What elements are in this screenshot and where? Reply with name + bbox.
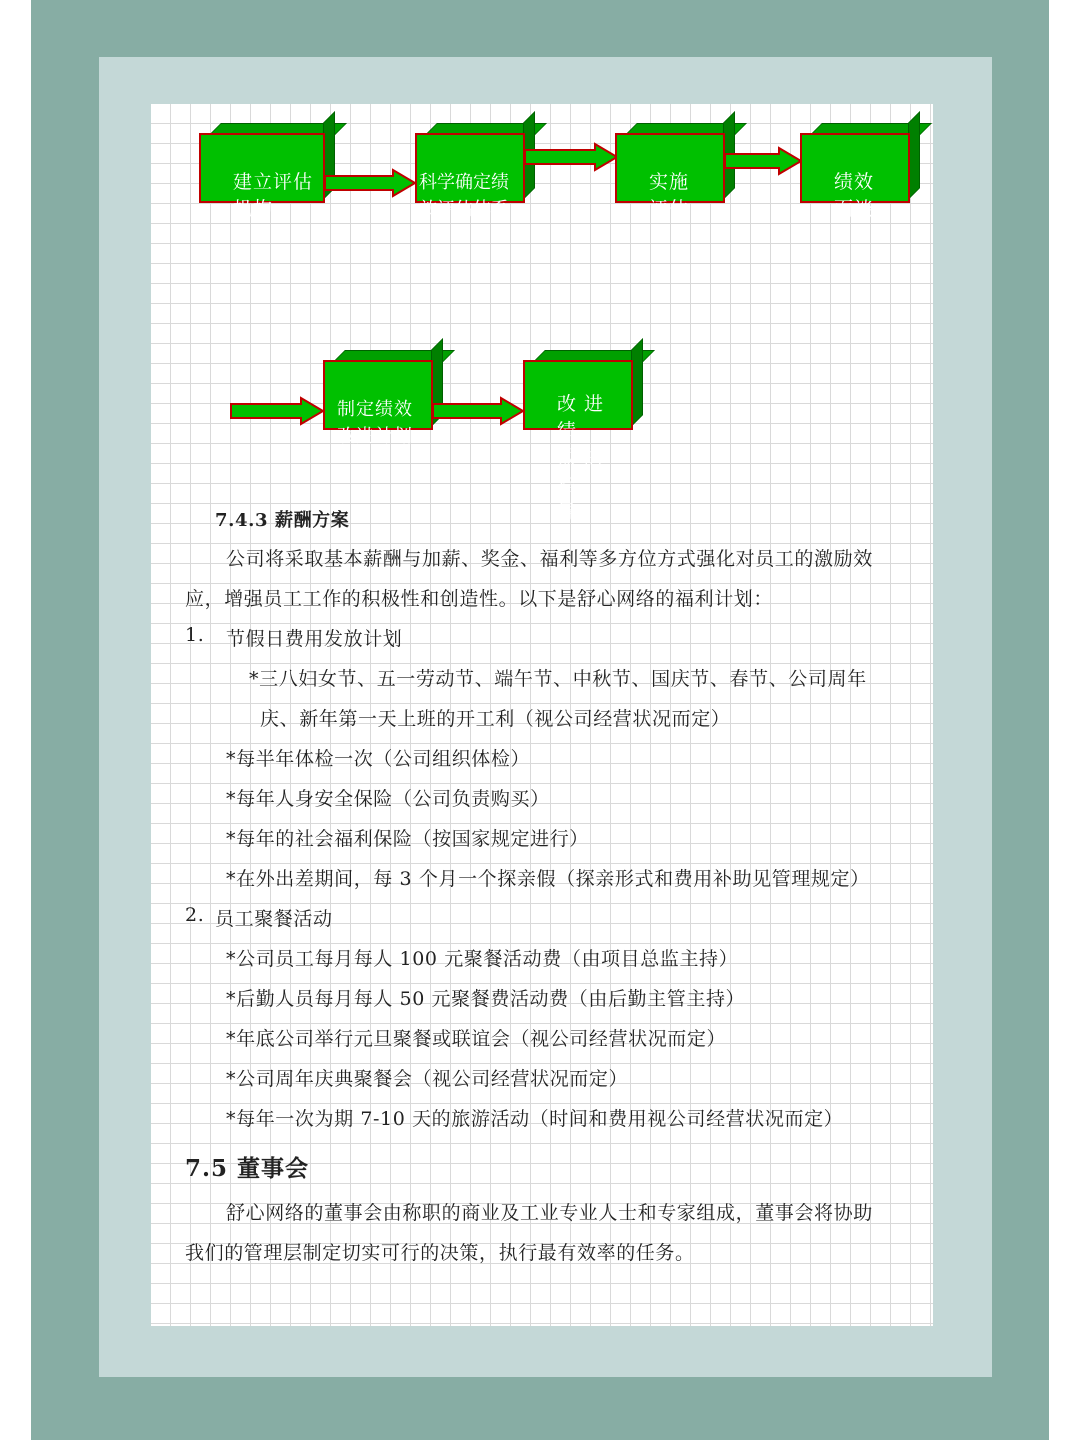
section-heading-743: 7.4.3 薪酬方案 (215, 510, 350, 531)
list-item: *每年人身安全保险（公司负责购买） (226, 788, 550, 810)
paragraph-line: 我们的管理层制定切实可行的决策，执行最有效率的任务。 (185, 1242, 695, 1264)
list-item: *公司员工每月每人 100 元聚餐活动费（由项目总监主持） (226, 948, 739, 970)
flow-box-label: 建立评估 机构 (233, 171, 314, 220)
list-item: *在外出差期间，每 3 个月一个探亲假（探亲形式和费用补助见管理规定） (226, 868, 870, 890)
flow-box-label: 绩效 面谈 (834, 171, 875, 220)
list-item: *公司周年庆典聚餐会（视公司经营状况而定） (226, 1068, 629, 1090)
flow-box-label: 改 进 绩 效 的 指 导 (557, 393, 605, 523)
list-title: 节假日费用发放计划 (226, 628, 403, 650)
flow-box-interview (800, 133, 910, 220)
arrow-right-icon (723, 146, 803, 176)
list-number: 1. (185, 624, 205, 646)
paragraph-line: 公司将采取基本薪酬与加薪、奖金、福利等多方位方式强化对员工的激励效 (226, 548, 873, 570)
list-item: *每年的社会福利保险（按国家规定进行） (226, 828, 589, 850)
paragraph-line: 舒心网络的董事会由称职的商业及工业专业人士和专家组成，董事会将协助 (226, 1202, 873, 1224)
flow-box-improvement-guidance (523, 360, 633, 523)
flow-box-improvement-plan (323, 360, 433, 447)
list-item: *后勤人员每月每人 50 元聚餐费活动费（由后勤主管主持） (226, 988, 746, 1010)
flow-box-label: 制定绩效 改进计划 (337, 399, 413, 447)
list-number: 2. (185, 904, 205, 926)
flow-box-implement (615, 133, 725, 220)
arrow-right-icon (229, 396, 325, 426)
list-item: *每年一次为期 7-10 天的旅游活动（时间和费用视公司经营状况而定） (226, 1108, 844, 1130)
document-page (151, 104, 933, 1326)
list-item: *每半年体检一次（公司组织体检） (226, 748, 531, 770)
flow-box-establish-org (199, 133, 325, 220)
list-item: *三八妇女节、五一劳动节、端午节、中秋节、国庆节、春节、公司周年 (249, 668, 867, 690)
list-item: *年底公司举行元旦聚餐或联谊会（视公司经营状况而定） (226, 1028, 727, 1050)
flow-box-label: 实施 评估 (649, 171, 690, 220)
arrow-right-icon (323, 168, 417, 198)
arrow-right-icon (431, 396, 525, 426)
arrow-right-icon (523, 142, 619, 172)
section-heading-75: 7.5 董事会 (185, 1155, 310, 1182)
flow-box-define-system (415, 133, 525, 220)
list-item: 庆、新年第一天上班的开工利（视公司经营状况而定） (260, 708, 731, 730)
paragraph-line: 应，增强员工工作的积极性和创造性。以下是舒心网络的福利计划： (185, 588, 774, 610)
flow-box-label: 科学确定绩 效评估体系 (419, 172, 509, 220)
list-title: 员工聚餐活动 (215, 908, 333, 930)
